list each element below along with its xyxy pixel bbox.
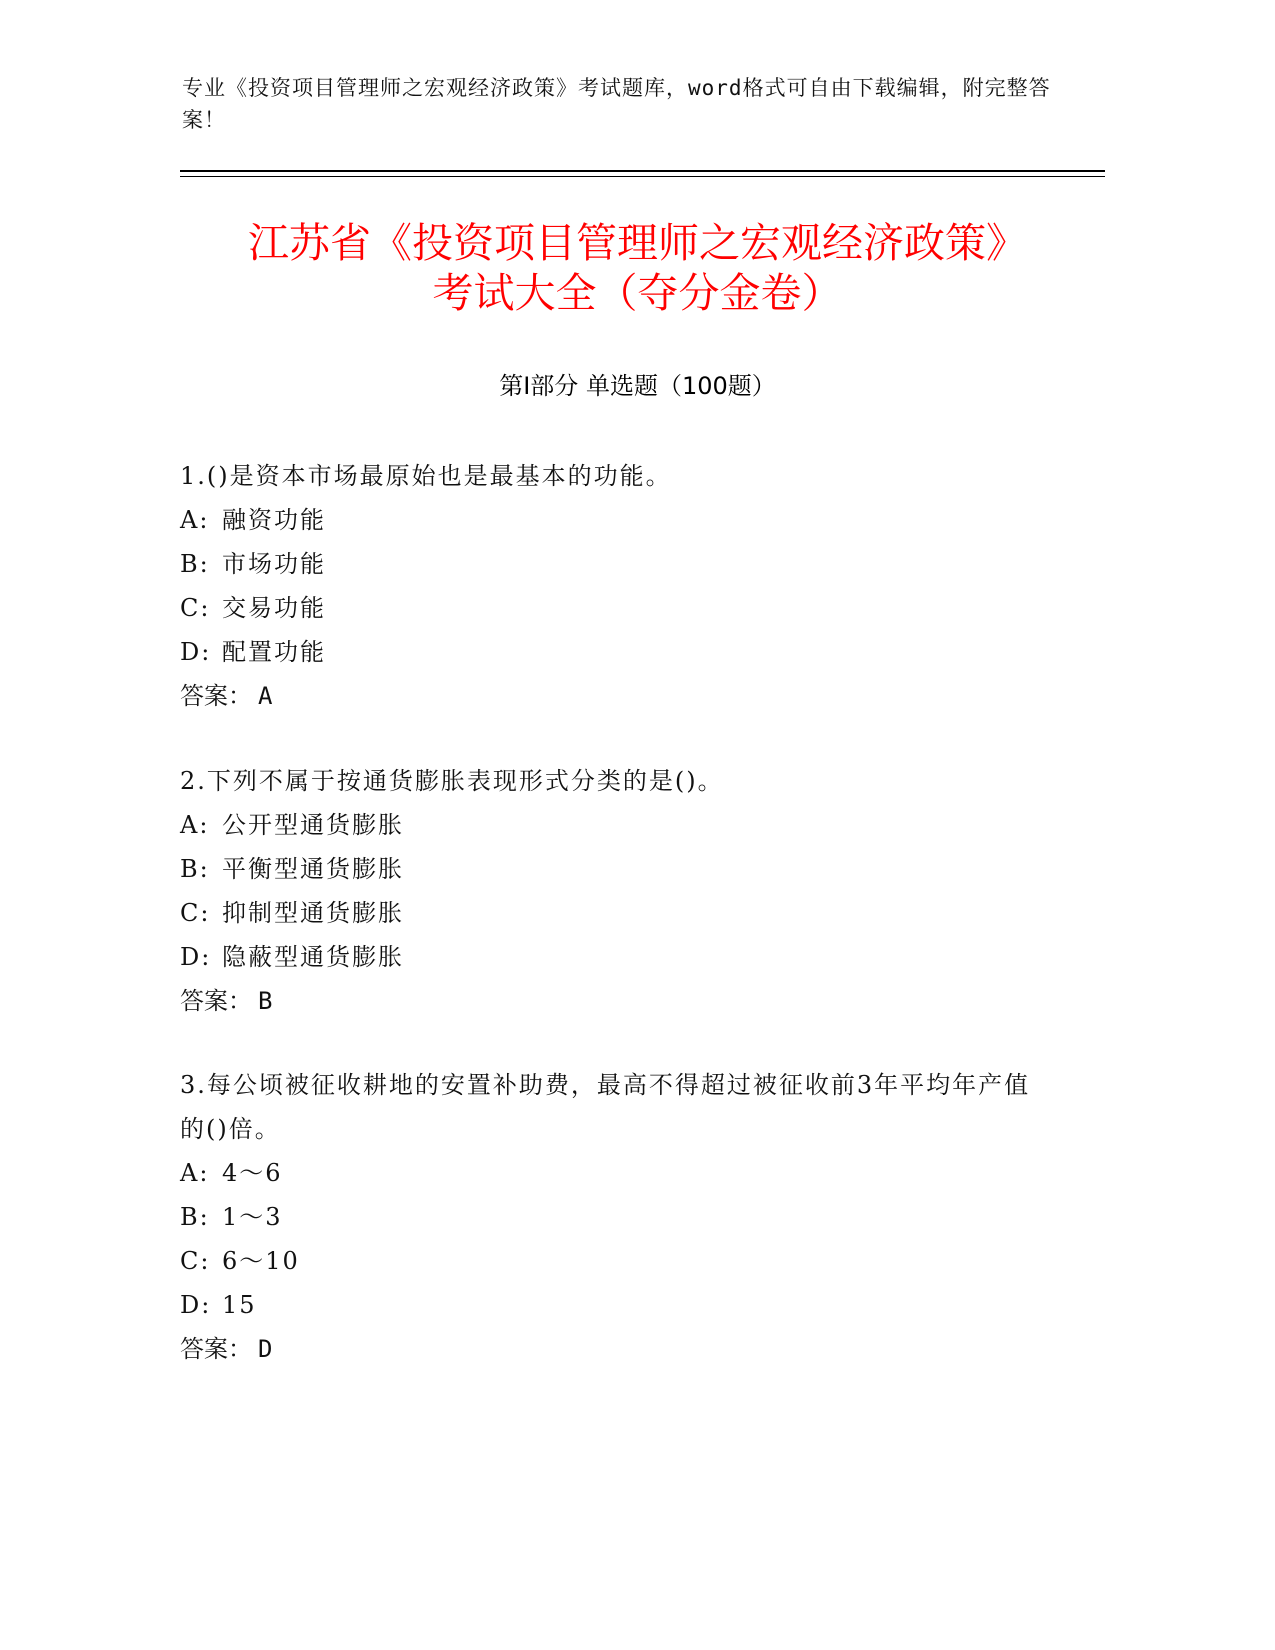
option-c	[180, 1239, 1040, 1283]
answer-line	[180, 979, 1040, 1023]
option-b	[180, 1195, 1040, 1239]
option-letter: C:	[180, 594, 211, 622]
option-text: 抑制型通货膨胀	[222, 899, 404, 927]
option-letter: D:	[180, 1291, 212, 1319]
option-text: 交易功能	[222, 594, 326, 622]
header-note: 专业《投资项目管理师之宏观经济政策》考试题库，word格式可自由下载编辑，附完整答案！	[182, 76, 1051, 132]
option-letter: D:	[180, 638, 212, 666]
option-letter: A:	[180, 1159, 210, 1187]
answer-line	[180, 1327, 1040, 1371]
option-text: 市场功能	[222, 550, 326, 578]
option-text: 1～3	[222, 1203, 283, 1231]
option-d	[180, 935, 1040, 979]
option-letter: B:	[180, 1203, 210, 1231]
answer-value: D	[258, 1335, 273, 1363]
question-stem: 3.每公顷被征收耕地的安置补助费，最高不得超过被征收前3年平均年产值的()倍。	[180, 1071, 1031, 1143]
option-a	[180, 1151, 1040, 1195]
answer-label: 答案：	[180, 987, 252, 1015]
question-stem: 1.()是资本市场最原始也是最基本的功能。	[180, 462, 672, 490]
option-a	[180, 498, 1040, 542]
option-text: 15	[222, 1291, 257, 1319]
option-c	[180, 891, 1040, 935]
question-3	[180, 1063, 1040, 1371]
option-letter: B:	[180, 855, 210, 883]
document-title	[140, 218, 1135, 318]
option-text: 6～10	[222, 1247, 300, 1275]
option-b	[180, 542, 1040, 586]
option-text: 平衡型通货膨胀	[222, 855, 404, 883]
option-d	[180, 630, 1040, 674]
option-letter: B:	[180, 550, 210, 578]
question-stem: 2.下列不属于按通货膨胀表现形式分类的是()。	[180, 767, 724, 795]
option-b	[180, 847, 1040, 891]
option-text: 公开型通货膨胀	[222, 811, 404, 839]
option-letter: A:	[180, 811, 210, 839]
section-title: 第Ⅰ部分 单选题（100题）	[499, 372, 776, 400]
header-divider-thick	[180, 170, 1105, 172]
header-divider-thin	[180, 176, 1105, 177]
option-letter: C:	[180, 899, 211, 927]
answer-label: 答案：	[180, 682, 252, 710]
answer-label: 答案：	[180, 1335, 252, 1363]
question-2	[180, 759, 1040, 1023]
option-a	[180, 803, 1040, 847]
answer-line	[180, 674, 1040, 718]
option-d	[180, 1283, 1040, 1327]
option-text: 隐蔽型通货膨胀	[222, 943, 404, 971]
option-text: 配置功能	[222, 638, 326, 666]
option-letter: A:	[180, 506, 210, 534]
option-text: 4～6	[222, 1159, 283, 1187]
option-text: 融资功能	[222, 506, 326, 534]
document-title-line-2: 考试大全（夺分金卷）	[432, 269, 843, 317]
option-letter: C:	[180, 1247, 211, 1275]
answer-value: B	[258, 987, 273, 1015]
option-c	[180, 586, 1040, 630]
option-letter: D:	[180, 943, 212, 971]
question-1	[180, 454, 1040, 718]
document-title-line-1: 江苏省《投资项目管理师之宏观经济政策》	[248, 219, 1027, 267]
answer-value: A	[258, 682, 273, 710]
